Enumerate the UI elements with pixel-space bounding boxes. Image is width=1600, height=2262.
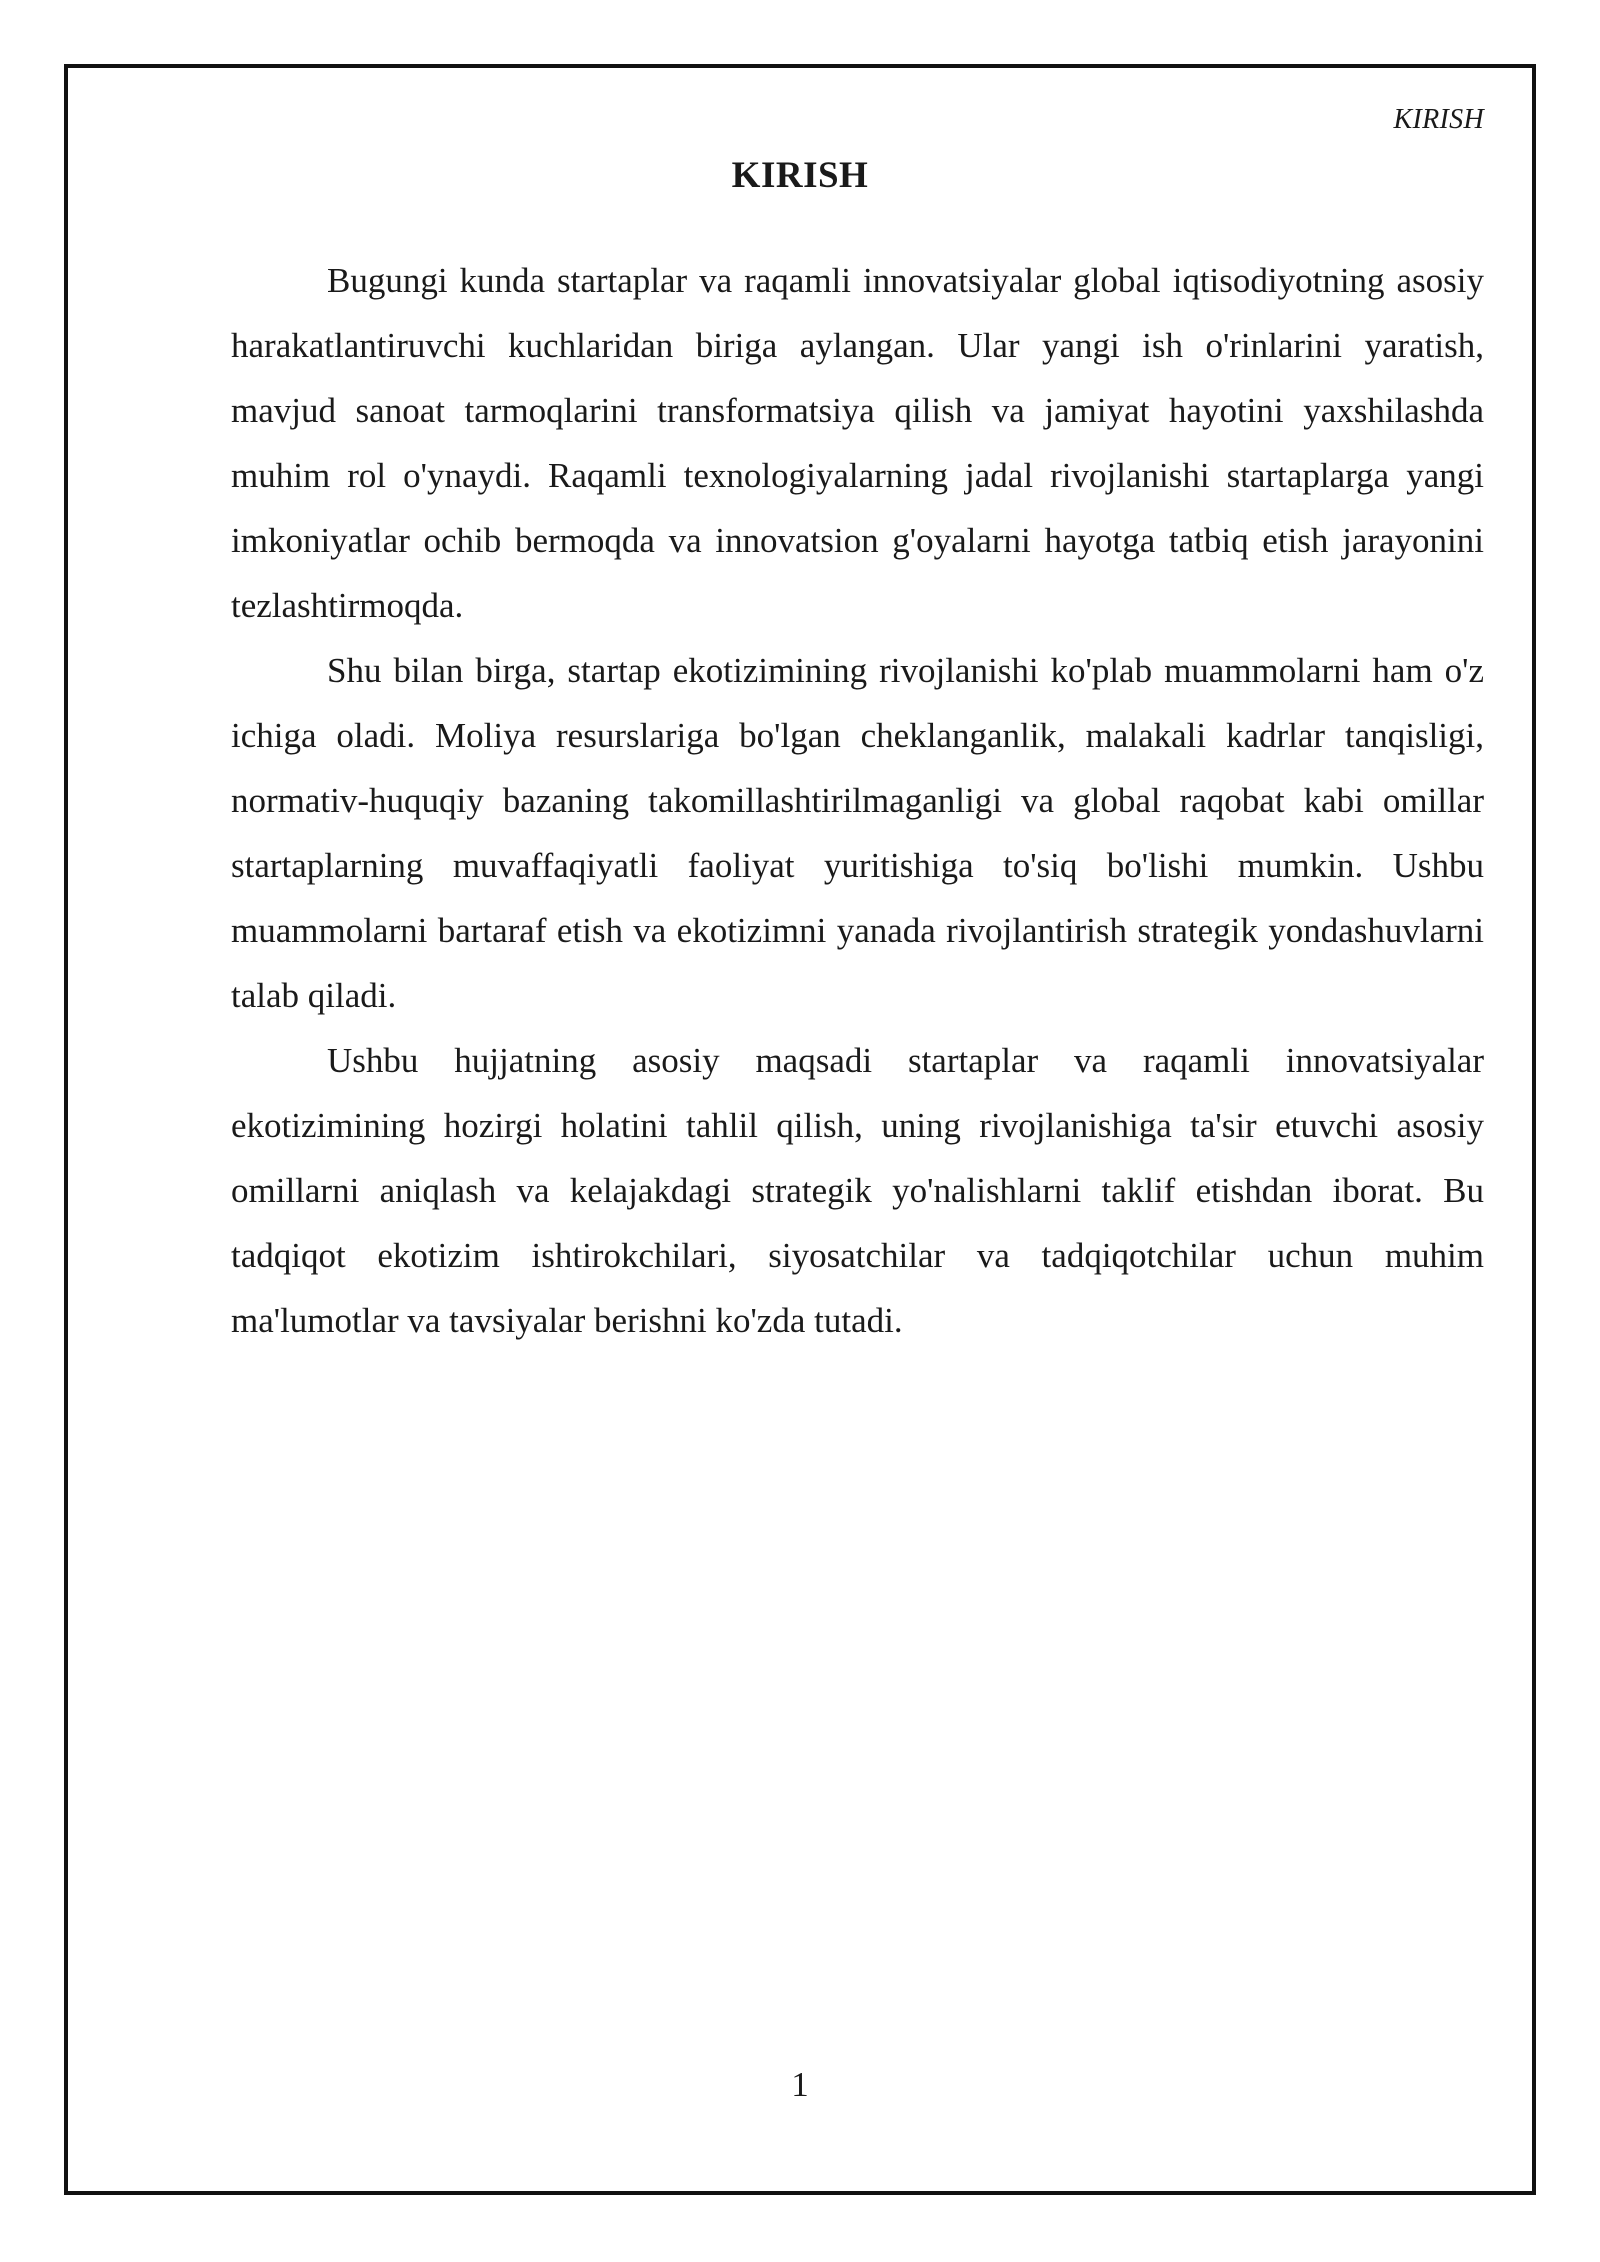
- page-number: 1: [791, 2065, 809, 2104]
- running-header: KIRISH: [1393, 104, 1484, 135]
- paragraph-2: Shu bilan birga, startap ekotizimining rivojlanishi ko'plab muammolarni ham o'z ichiga oladi. Moliya resurslariga bo'lgan cheklanganlik, malakali kadrlar tanqisligi, normativ-huquqiy bazaning takomillashtirilmaganligi va global raqobat kabi omillar startaplarning muvaffaqiyatli faoliyat yuritishiga to'siq bo'lishi mumkin. Ushbu muammolarni bartaraf etish va ekotizimni yanada rivojlantirish strategik yondashuvlarni talab qiladi.: [231, 651, 1484, 1015]
- paragraph-3: Ushbu hujjatning asosiy maqsadi startaplar va raqamli innovatsiyalar ekotizimining hozirgi holatini tahlil qilish, uning rivojlanishiga ta'sir etuvchi asosiy omillarni aniqlash va kelajakdagi strategik yo'nalishlarni taklif etishdan iborat. Bu tadqiqot ekotizim ishtirokchilari, siyosatchilar va tadqiqotchilar uchun muhim ma'lumotlar va tavsiyalar berishni ko'zda tutadi.: [231, 1041, 1484, 1340]
- page-border: [64, 64, 1536, 2195]
- paragraph-1: Bugungi kunda startaplar va raqamli innovatsiyalar global iqtisodiyotning asosiy harakatlantiruvchi kuchlaridan biriga aylangan. Ular yangi ish o'rinlarini yaratish, mavjud sanoat tarmoqlarini transformatsiya qilish va jamiyat hayotini yaxshilashda muhim rol o'ynaydi. Raqamli texnologiyalarning jadal rivojlanishi startaplarga yangi imkoniyatlar ochib bermoqda va innovatsion g'oyalarni hayotga tatbiq etish jarayonini tezlashtirmoqda.: [231, 261, 1484, 625]
- page-title: KIRISH: [731, 155, 869, 196]
- body-text: [231, 248, 1484, 1353]
